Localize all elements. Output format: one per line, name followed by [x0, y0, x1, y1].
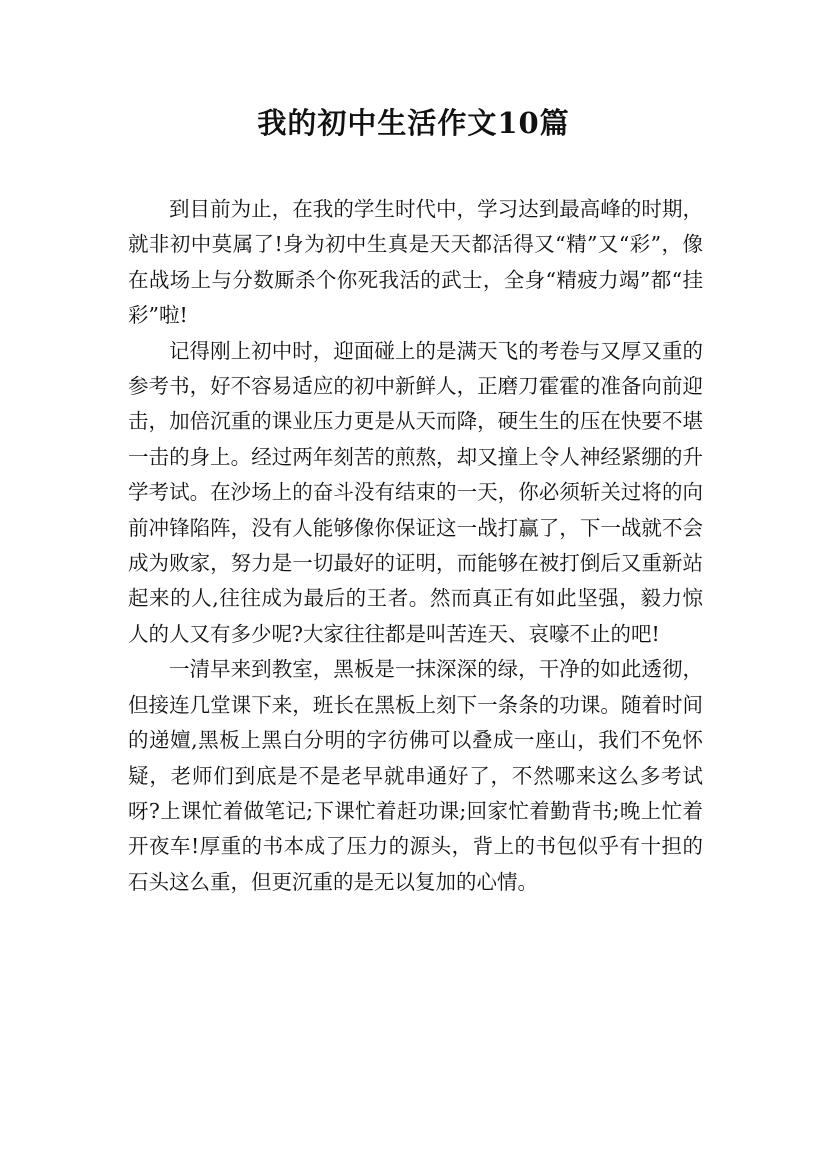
document-body: [128, 192, 703, 900]
paragraph-1: 到目前为止，在我的学生时代中，学习达到最高峰的时期，就非初中莫属了!身为初中生真是天天都活得又“精”又“彩”，像在战场上与分数厮杀个你死我活的武士，全身“精疲力竭”都“挂彩”啦!: [128, 197, 703, 328]
paragraph-2: 记得刚上初中时，迎面碰上的是满天飞的考卷与又厚又重的参考书，好不容易适应的初中新鲜人，正磨刀霍霍的准备向前迎击，加倍沉重的课业压力更是从天而降，硬生生的压在快要不堪一击的身上。经过两年刻苦的煎熬，却又撞上令人神经紧绷的升学考试。在沙场上的奋斗没有结束的一天，你必须斩关过将的向前冲锋陷阵，没有人能够像你保证这一战打赢了，下一战就不会成为败家，努力是一切最好的证明，而能够在被打倒后又重新站起来的人,往往成为最后的王者。然而真正有如此坚强，毅力惊人的人又有多少呢?大家往往都是叫苦连天、哀嚎不止的吧!: [128, 338, 703, 646]
paragraph-3: 一清早来到教室，黑板是一抹深深的绿，干净的如此透彻，但接连几堂课下来，班长在黑板上刻下一条条的功课。随着时间的递嬗,黑板上黑白分明的字彷佛可以叠成一座山，我们不免怀疑，老师们到底是不是老早就串通好了，不然哪来这么多考试呀?上课忙着做笔记;下课忙着赶功课;回家忙着勤背书;晚上忙着开夜车!厚重的书本成了压力的源头，背上的书包似乎有十担的石头这么重，但更沉重的是无以复加的心情。: [128, 657, 703, 894]
document-title: 我的初中生活作文10篇: [257, 106, 570, 140]
